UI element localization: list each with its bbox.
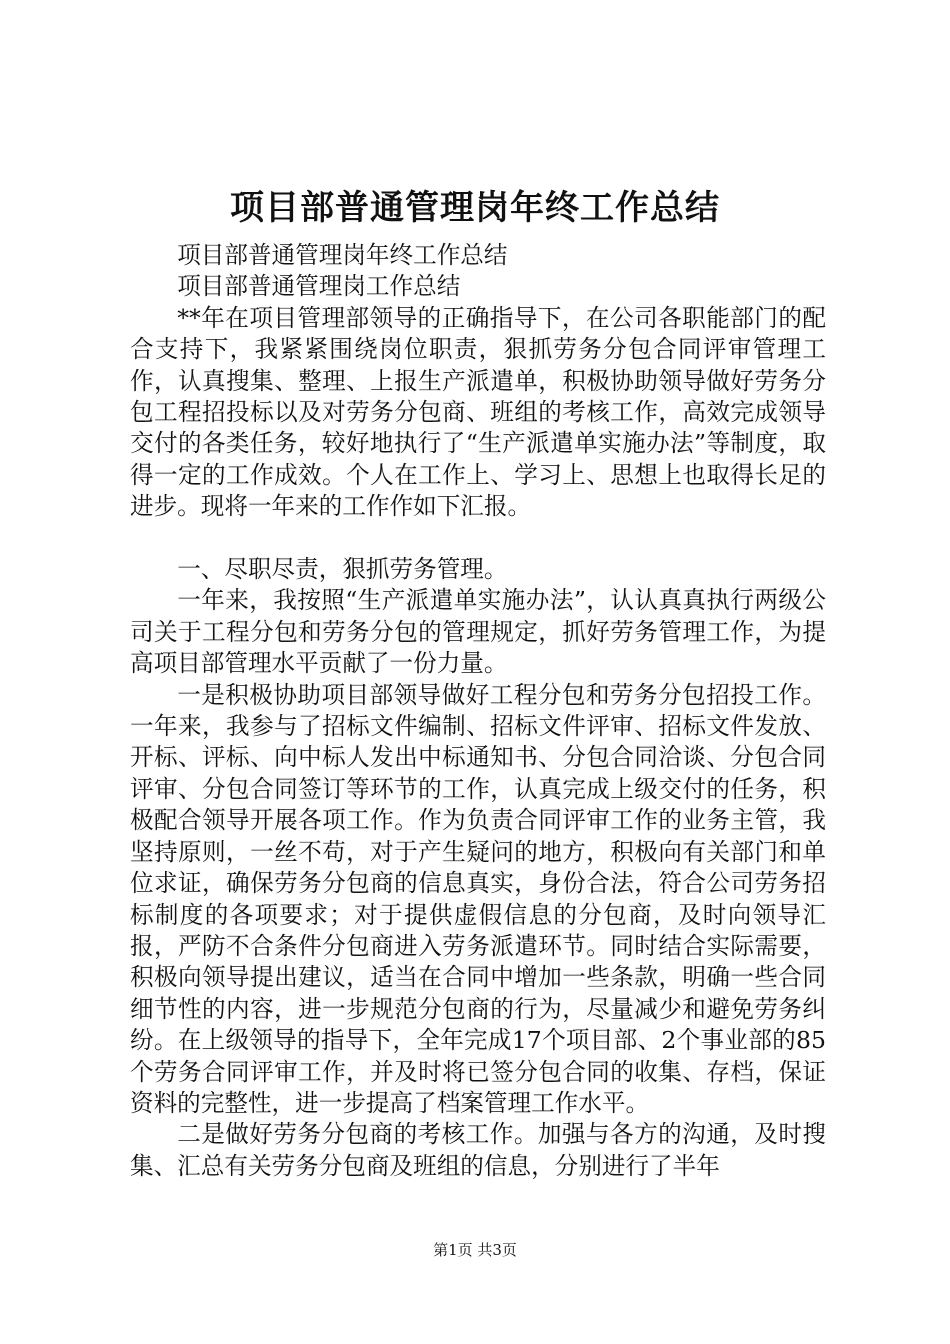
paragraph-intro: **年在项目管理部领导的正确指导下，在公司各职能部门的配合支持下，我紧紧围绕岗位职责，狠抓劳务分包合同评审管理工作，认真搜集、整理、上报生产派遣单，积极协助领导做好劳务分包工程招投标以及对劳务分包商、班组的考核工作，高效完成领导交付的各类任务，较好地执行了“生产派遣单实施办法”等制度，取得一定的工作成效。个人在工作上、学习上、思想上也取得长足的进步。现将一年来的工作作如下汇报。: [130, 303, 826, 521]
section-heading: 一、尽职尽责，狠抓劳务管理。: [177, 555, 508, 584]
paragraph-heading: 项目部普通管理岗工作总结: [177, 272, 461, 301]
paragraph-subtitle: 项目部普通管理岗年终工作总结: [177, 241, 508, 269]
document-body: [130, 240, 826, 1182]
paragraph-section-intro: 一年来，我按照“生产派遣单实施办法”，认认真真执行两级公司关于工程分包和劳务分包的管理规定，抓好劳务管理工作，为提高项目部管理水平贡献了一份力量。: [130, 586, 826, 678]
paragraph-item-two: 二是做好劳务分包商的考核工作。加强与各方的沟通，及时搜集、汇总有关劳务分包商及班组的信息，分别进行了半年: [130, 1120, 826, 1180]
paragraph-item-one: 一是积极协助项目部领导做好工程分包和劳务分包招投工作。一年来，我参与了招标文件编制、招标文件评审、招标文件发放、开标、评标、向中标人发出中标通知书、分包合同洽谈、分包合同评审、分包合同签订等环节的工作，认真完成上级交付的任务，积极配合领导开展各项工作。作为负责合同评审工作的业务主管，我坚持原则，一丝不苟，对于产生疑问的地方，积极向有关部门和单位求证，确保劳务分包商的信息真实，身份合法，符合公司劳务招标制度的各项要求；对于提供虚假信息的分包商，及时向领导汇报，严防不合条件分包商进入劳务派遣环节。同时结合实际需要，积极向领导提出建议，适当在合同中增加一些条款，明确一些合同细节性的内容，进一步规范分包商的行为，尽量减少和避免劳务纠纷。在上级领导的指导下，全年完成17个项目部、2个事业部的85个劳务合同评审工作，并及时将已签分包合同的收集、存档，保证资料的完整性，进一步提高了档案管理工作水平。: [130, 680, 826, 1117]
page-footer: 第1页 共3页: [433, 1241, 517, 1259]
page-title: 项目部普通管理岗年终工作总结: [230, 188, 720, 228]
